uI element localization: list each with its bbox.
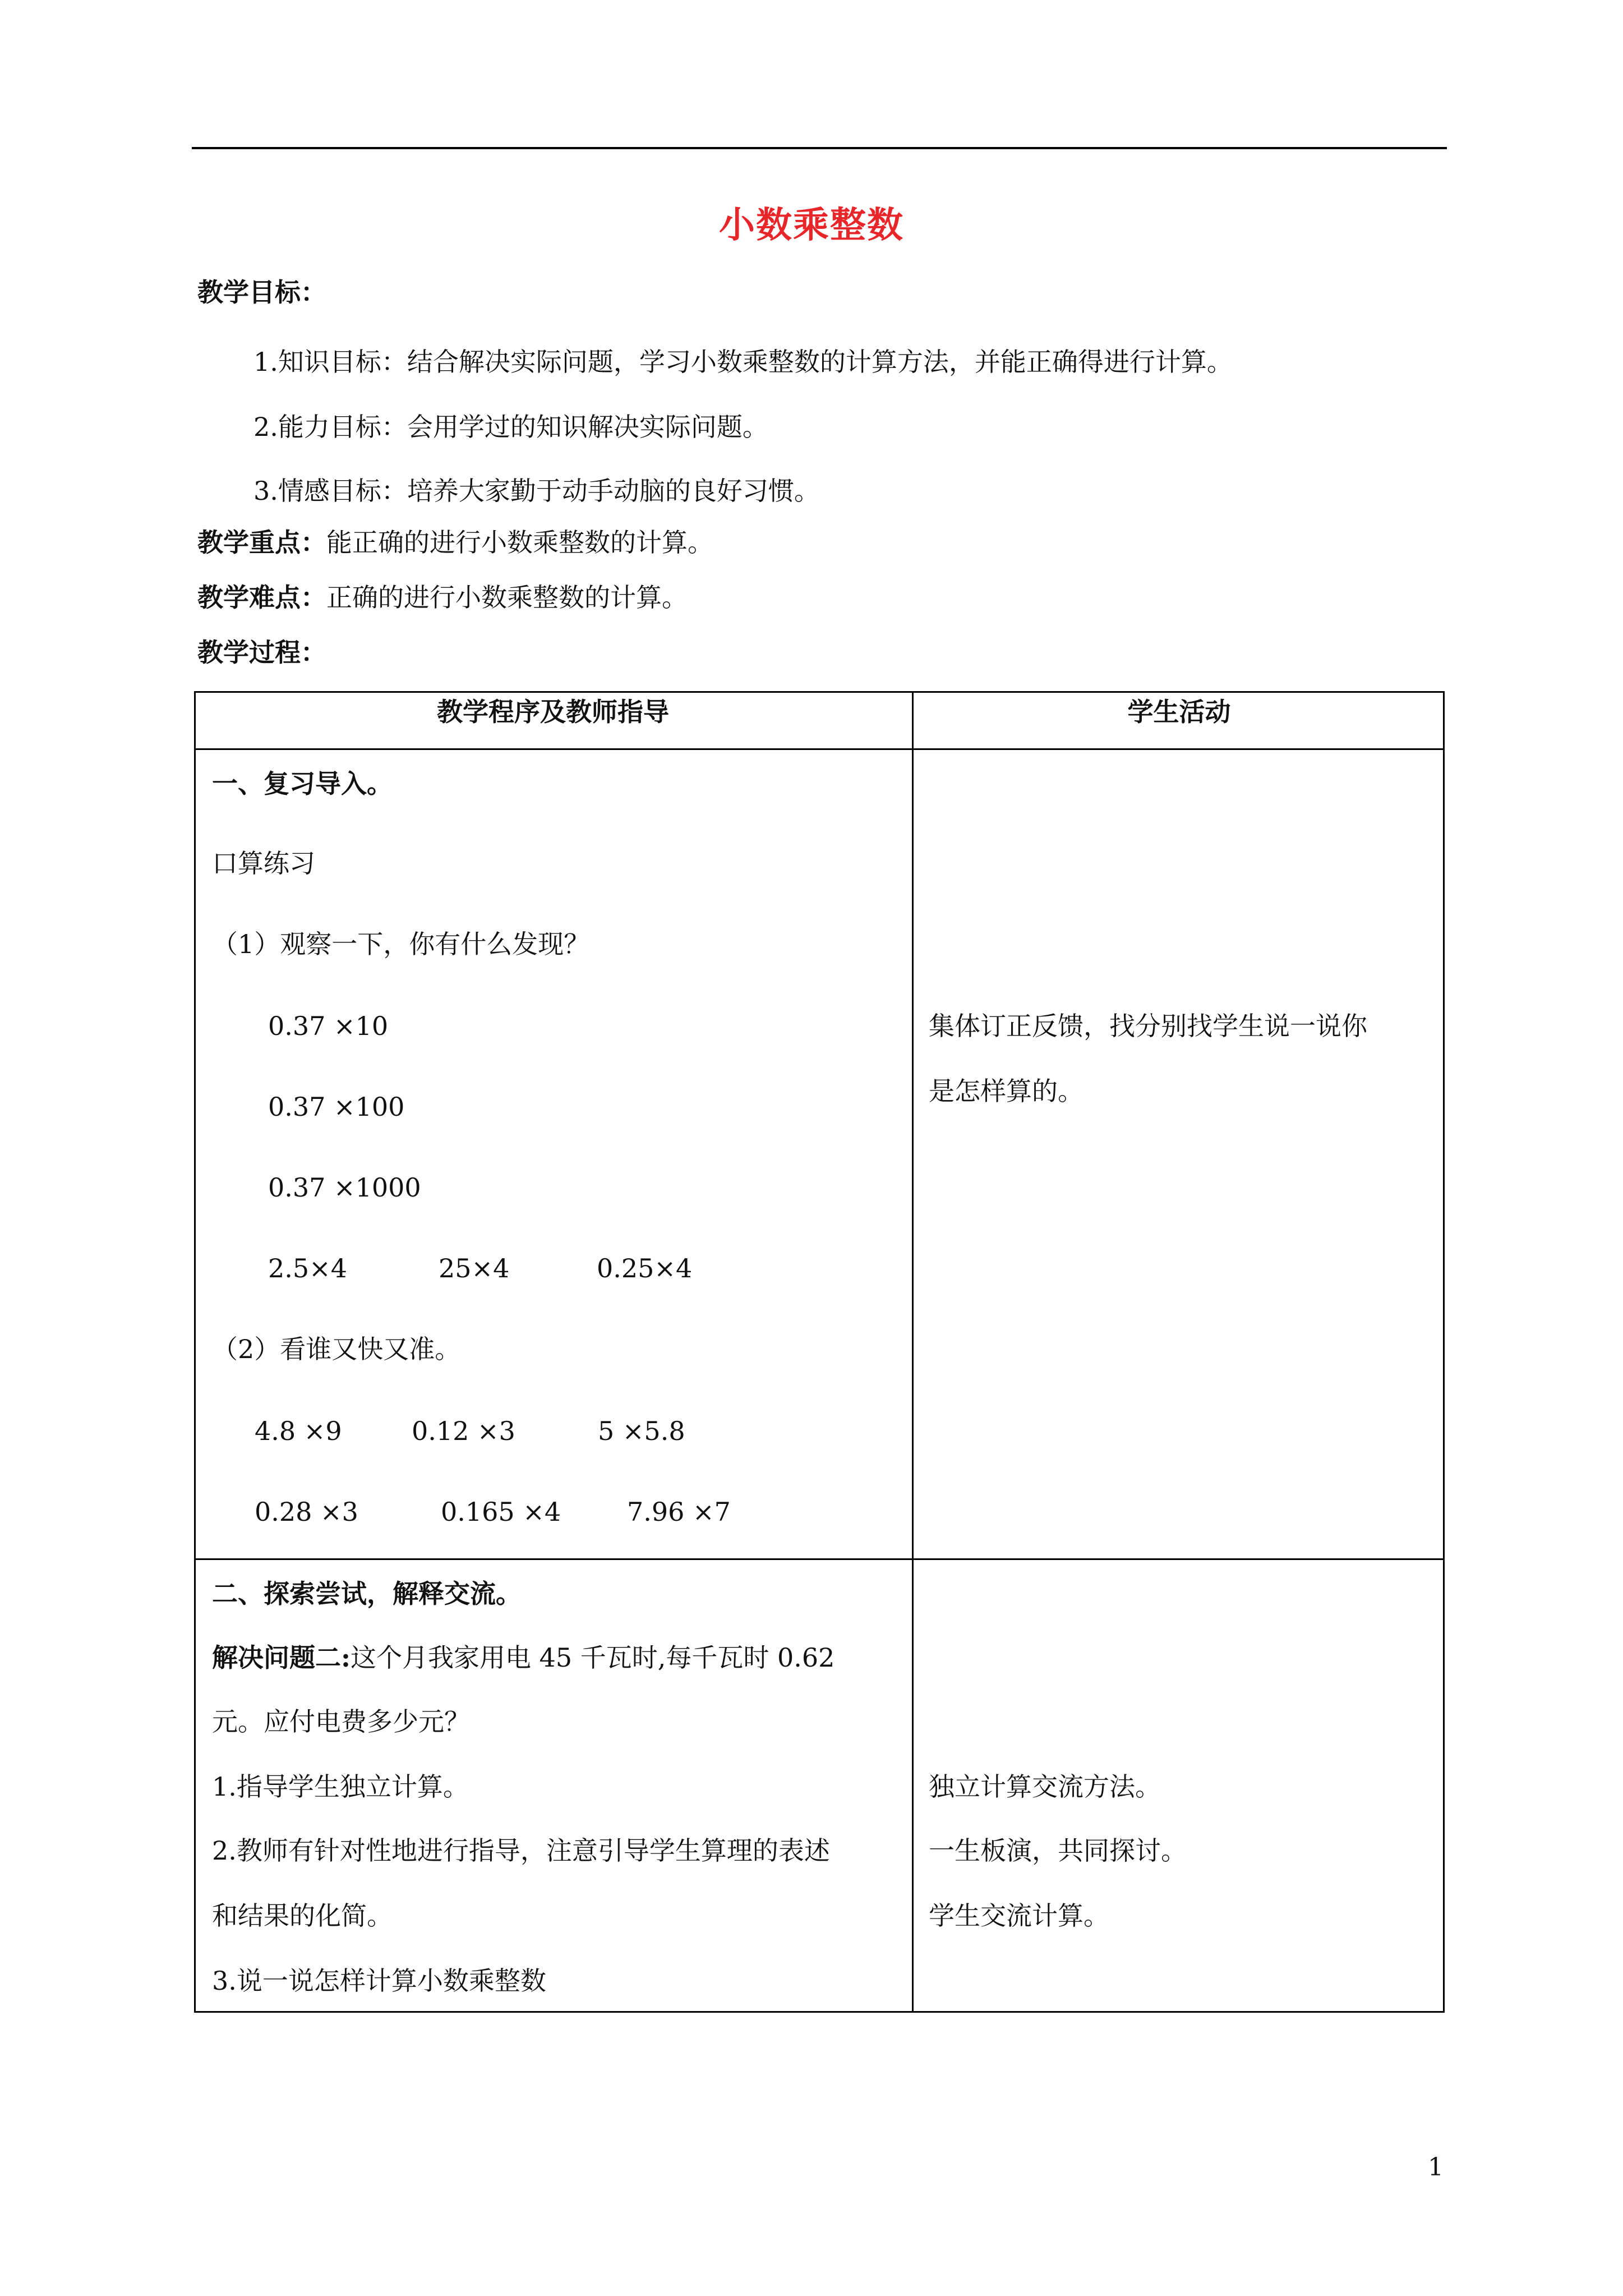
expression: 7.96 ×7 xyxy=(627,1497,731,1527)
key-point-text: 能正确的进行小数乘整数的计算。 xyxy=(326,527,713,558)
section1-student-activity: 集体订正反馈，找分别找学生说一说你 xyxy=(929,1011,1367,1041)
expression: 0.37 ×1000 xyxy=(268,1172,421,1203)
table-header-divider xyxy=(194,748,1445,750)
table-header-student: 学生活动 xyxy=(1127,697,1231,727)
section2-problem xyxy=(212,1642,835,1673)
section1-heading: 一、复习导入。 xyxy=(212,769,393,799)
expression: 0.28 ×3 xyxy=(255,1497,358,1527)
difficulty-text: 正确的进行小数乘整数的计算。 xyxy=(326,582,688,613)
difficulty-label: 教学难点： xyxy=(197,582,326,613)
expression: 0.25×4 xyxy=(597,1253,693,1283)
section2-problem-cont: 元。应付电费多少元？ xyxy=(212,1706,470,1737)
table-section-divider xyxy=(194,1558,1445,1560)
section1-subheading: 口算练习 xyxy=(212,848,315,878)
objective-item: 2.能力目标：会用学过的知识解决实际问题。 xyxy=(253,412,768,442)
expression: 0.37 ×10 xyxy=(268,1011,389,1041)
section1-q2: （2）看谁又快又准。 xyxy=(212,1334,461,1364)
section2-step: 3.说一说怎样计算小数乘整数 xyxy=(212,1966,546,1996)
section1-q1: （1）观察一下，你有什么发现？ xyxy=(212,929,590,959)
section1-student-activity: 是怎样算的。 xyxy=(929,1076,1083,1106)
key-point-label: 教学重点： xyxy=(197,527,326,558)
expression: 0.37 ×100 xyxy=(268,1092,405,1122)
section2-step: 和结果的化简。 xyxy=(212,1901,393,1931)
objectives-heading: 教学目标： xyxy=(197,277,326,307)
section2-heading: 二、探索尝试，解释交流。 xyxy=(212,1579,522,1609)
expression: 5 ×5.8 xyxy=(598,1416,685,1446)
page-number: 1 xyxy=(1428,2153,1444,2182)
objective-item: 3.情感目标：培养大家勤于动手动脑的良好习惯。 xyxy=(253,476,820,506)
objective-item: 1.知识目标：结合解决实际问题，学习小数乘整数的计算方法，并能正确得进行计算。 xyxy=(253,347,1233,377)
expression: 25×4 xyxy=(439,1253,510,1283)
header-rule xyxy=(192,147,1447,149)
page-title: 小数乘整数 xyxy=(719,204,904,246)
section2-student-activity: 独立计算交流方法。 xyxy=(929,1772,1161,1802)
section2-step: 2.教师有针对性地进行指导，注意引导学生算理的表述 xyxy=(212,1835,830,1866)
problem-text: 这个月我家用电 45 千瓦时,每千瓦时 0.62 xyxy=(350,1642,835,1673)
expression: 2.5×4 xyxy=(268,1253,347,1283)
table-header-teacher: 教学程序及教师指导 xyxy=(437,697,669,727)
process-heading: 教学过程： xyxy=(197,637,326,668)
expression: 0.165 ×4 xyxy=(441,1497,561,1527)
problem-label: 解决问题二: xyxy=(212,1642,351,1673)
key-point-line xyxy=(197,527,713,558)
difficulty-line xyxy=(197,582,688,613)
table-column-divider xyxy=(912,691,914,2013)
section2-student-activity: 学生交流计算。 xyxy=(929,1901,1109,1931)
section2-student-activity: 一生板演，共同探讨。 xyxy=(929,1835,1187,1866)
expression: 0.12 ×3 xyxy=(412,1416,515,1446)
expression: 4.8 ×9 xyxy=(255,1416,342,1446)
section2-step: 1.指导学生独立计算。 xyxy=(212,1772,469,1802)
